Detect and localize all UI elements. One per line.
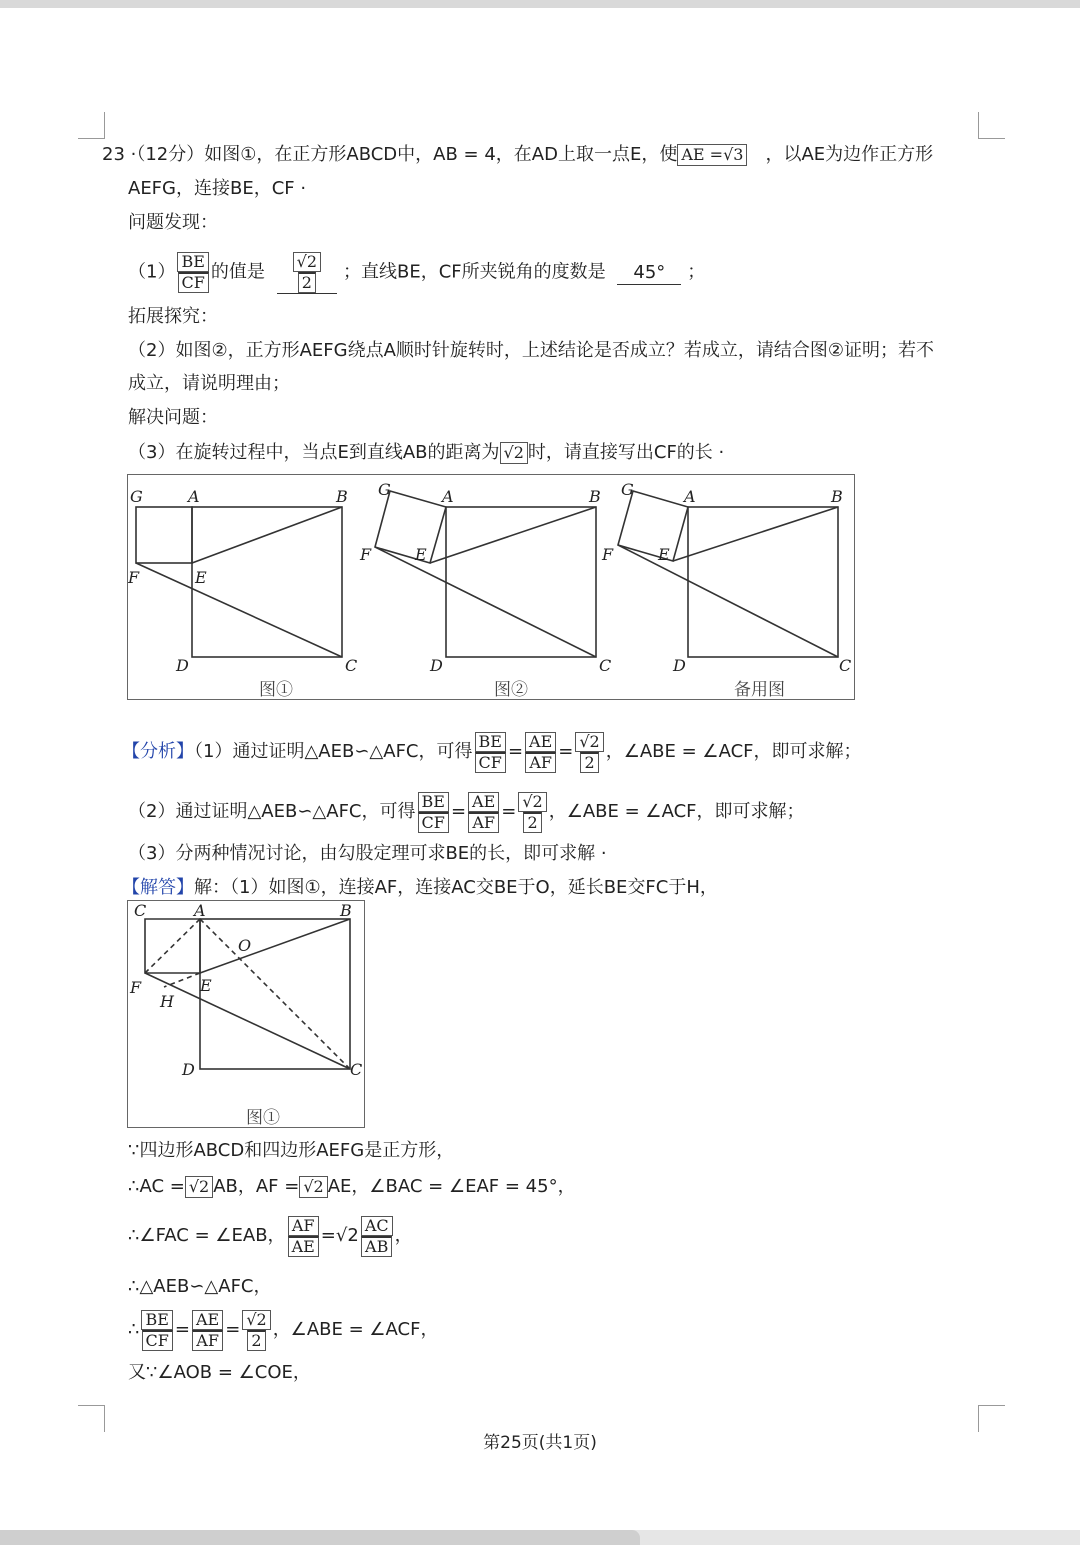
fig2-label-d: D: [430, 656, 443, 675]
answer-figure-svg: [128, 901, 364, 1127]
fig2-label-a: A: [442, 487, 454, 506]
answer-intro-text: 解：（1）如图①，连接AF，连接AC交BE于O，延长BE交FC于H，: [194, 877, 718, 898]
analysis-1: [122, 730, 862, 774]
q3-sqrt: √2: [500, 442, 528, 464]
q1-answer-blank: [277, 252, 337, 294]
fig4-label-a: A: [194, 901, 206, 920]
fig3-label-b: B: [831, 487, 843, 506]
s2-b: AB，AF =: [213, 1176, 300, 1197]
answer-tag: 【解答】: [122, 877, 194, 898]
s2-sqrt-1: √2: [185, 1176, 213, 1198]
fig4-label-h: H: [160, 992, 174, 1011]
answer-intro: [122, 875, 718, 901]
fig3-label-g: G: [621, 480, 634, 499]
fig4-label-g: C: [134, 901, 147, 920]
fig1-line-be: [192, 507, 342, 563]
answer-figure: [127, 900, 365, 1128]
frac-den: AF: [192, 1330, 223, 1351]
frac-den: AE: [288, 1236, 319, 1257]
fig4-label-d: D: [182, 1060, 195, 1079]
fig3-label-a: A: [684, 487, 696, 506]
frac-num: √2: [518, 792, 546, 812]
fig4-dashed-ac: [200, 919, 350, 1069]
analysis-3: （3）分两种情况讨论，由勾股定理可求BE的长，即可求解 ·: [128, 843, 607, 864]
fig1-line-fc: [136, 563, 342, 657]
fig2-caption: 图②: [494, 680, 528, 699]
q1-fraction: [177, 252, 208, 293]
fig1-label-d: D: [176, 656, 189, 675]
s3-frac-ac-ab: [361, 1216, 393, 1257]
fig3-label-c: C: [839, 656, 852, 675]
analysis-tag: 【分析】: [122, 741, 194, 762]
s5-end: ，∠ABE = ∠ACF，: [272, 1319, 439, 1340]
frac-num: AE: [468, 792, 499, 812]
fig1-square-abcd: [192, 507, 342, 657]
frac-num: √2: [242, 1310, 270, 1330]
fig1-label-g: G: [130, 487, 143, 506]
analysis-2-suffix: ，∠ABE = ∠ACF，即可求解；: [548, 801, 805, 822]
question-2-line-2: 成立，请说明理由；: [128, 373, 290, 394]
frac-num: AE: [192, 1310, 223, 1330]
problem-line-1: [102, 142, 933, 168]
figure-group-1: [127, 474, 855, 700]
fig2-square-abcd: [446, 507, 596, 657]
answer-step-1: ∵四边形ABCD和四边形AEFG是正方形，: [128, 1140, 455, 1161]
q1-ans-den: 2: [298, 272, 316, 293]
fig4-label-f: F: [130, 978, 142, 997]
fig3-line-be: [673, 507, 838, 561]
fig1-label-e: E: [195, 568, 207, 587]
q1-mid: 的值是: [210, 261, 265, 283]
s3-eq: =√2: [320, 1225, 359, 1246]
q1-mid2: ；直线BE，CF所夹锐角的度数是: [343, 261, 606, 283]
fig4-label-e: E: [200, 976, 212, 995]
fig2-line-be: [430, 507, 596, 563]
q1-end: ；: [687, 261, 706, 283]
q1-answer-angle: 45°: [617, 262, 681, 285]
fig4-caption: 图①: [246, 1108, 280, 1127]
frac-den: CF: [475, 752, 506, 773]
fig3-square-abcd: [688, 507, 838, 657]
frac-be-cf: [418, 792, 449, 833]
frac-num: AC: [361, 1216, 393, 1236]
answer-step-2: [128, 1174, 576, 1200]
s3-a: ∴∠FAC = ∠EAB，: [128, 1225, 286, 1246]
document-page: [0, 8, 1080, 1530]
eq-sign: =: [174, 1319, 190, 1340]
q1-answer-frac: [293, 252, 321, 293]
q1-frac-num: BE: [177, 252, 208, 272]
frac-den: CF: [142, 1330, 173, 1351]
fig3-label-d: D: [673, 656, 686, 675]
frac-den: 2: [247, 1330, 265, 1351]
frac-num: BE: [141, 1310, 172, 1330]
answer-step-5: [128, 1308, 438, 1352]
fig4-line-be: [200, 919, 350, 973]
eq-sign: =: [225, 1319, 241, 1340]
fig2-line-fc: [375, 547, 596, 657]
analysis-1-suffix: ，∠ABE = ∠ACF，即可求解；: [605, 741, 862, 762]
fig3-caption: 备用图: [734, 680, 785, 699]
frac-num: AE: [525, 732, 556, 752]
eq-sign: =: [501, 801, 517, 822]
answer-step-6: 又∵∠AOB = ∠COE，: [128, 1362, 311, 1383]
s5-prefix: ∴: [128, 1319, 140, 1340]
s3-frac-af-ae: [288, 1216, 319, 1257]
problem-line-2: AEFG，连接BE，CF ·: [128, 178, 307, 199]
page-footer: 第25页(共1页): [483, 1433, 597, 1453]
analysis-2: [128, 790, 805, 834]
frac-ae-af: [525, 732, 556, 773]
frac-den: 2: [580, 752, 598, 773]
eq-sign: =: [558, 741, 574, 762]
problem-text: 23 ·（12分）如图①，在正方形ABCD中，AB = 4，在AD上取一点E，使: [102, 144, 678, 165]
fig4-label-o: O: [238, 936, 252, 955]
frac-den: AF: [468, 812, 499, 833]
fig1-square-aefg: [136, 507, 192, 563]
frac-den: 2: [523, 812, 541, 833]
answer-step-3: [128, 1214, 413, 1258]
fig4-label-c: C: [350, 1060, 363, 1079]
question-1: [128, 252, 705, 294]
fig2-label-f: F: [360, 545, 372, 564]
s3-end: ，: [394, 1225, 413, 1246]
q1-prefix: （1）: [128, 261, 176, 283]
q3-prefix: （3）在旋转过程中，当点E到直线AB的距离为: [128, 442, 500, 463]
crop-mark-top-right: [978, 112, 1005, 139]
fig4-dashed-af: [145, 919, 200, 973]
frac-num: BE: [475, 732, 506, 752]
frac-ae-af: [468, 792, 499, 833]
fig2-label-b: B: [589, 487, 601, 506]
fig3-label-f: F: [602, 545, 614, 564]
fig2-label-c: C: [599, 656, 612, 675]
frac-num: AF: [288, 1216, 319, 1236]
discover-heading: 问题发现：: [128, 212, 218, 233]
explore-heading: 拓展探究：: [128, 306, 218, 327]
frac-num: √2: [575, 732, 603, 752]
frac-ae-af: [192, 1310, 223, 1351]
eq-sign: =: [450, 801, 467, 822]
fig3-label-e: E: [658, 545, 670, 564]
fig1-label-b: B: [336, 487, 348, 506]
analysis-1-prefix: （1）通过证明△AEB∽△AFC，可得: [194, 741, 473, 762]
frac-sqrt2-2: [518, 792, 546, 833]
fig1-caption: 图①: [259, 680, 293, 699]
q1-ans-num: √2: [293, 252, 321, 272]
question-3: [128, 440, 724, 466]
q1-frac-den: CF: [178, 272, 209, 293]
fig1-label-a: A: [188, 487, 200, 506]
problem-text-end: ，以AE为边作正方形: [765, 144, 934, 165]
frac-be-cf: [475, 732, 506, 773]
fig3-line-fc: [618, 545, 838, 657]
window-bottom-bar: [0, 1530, 640, 1545]
frac-den: CF: [418, 812, 449, 833]
fig2-label-e: E: [415, 545, 427, 564]
q3-end: 时，请直接写出CF的长 ·: [527, 442, 725, 463]
fig4-label-b: B: [340, 901, 352, 920]
frac-den: AF: [525, 752, 556, 773]
frac-sqrt2-2: [242, 1310, 270, 1351]
s2-c: AE，∠BAC = ∠EAF = 45°，: [327, 1176, 576, 1197]
analysis-2-prefix: （2）通过证明△AEB∽△AFC，可得: [128, 801, 416, 822]
s2-sqrt-2: √2: [299, 1176, 327, 1198]
eq-sign: =: [507, 741, 524, 762]
window-top-bar: [0, 0, 1080, 8]
crop-mark-top-left: [78, 112, 105, 139]
figure-svg: [128, 475, 854, 699]
fig1-label-f: F: [128, 568, 140, 587]
fig1-label-c: C: [345, 656, 358, 675]
frac-den: AB: [361, 1236, 392, 1257]
s2-a: ∴AC =: [128, 1176, 185, 1197]
fig2-label-g: G: [378, 480, 391, 499]
frac-num: BE: [418, 792, 449, 812]
solve-heading: 解决问题：: [128, 407, 218, 428]
frac-be-cf: [141, 1310, 172, 1351]
fig4-line-fc: [145, 973, 350, 1069]
answer-step-4: ∴△AEB∽△AFC，: [128, 1276, 272, 1297]
question-2-line-1: （2）如图②，正方形AEFG绕点A顺时针旋转时，上述结论是否成立？若成立，请结合图②证明；若不: [128, 340, 935, 361]
frac-sqrt2-2: [575, 732, 603, 773]
condition-ae: AE =√3: [677, 144, 747, 166]
